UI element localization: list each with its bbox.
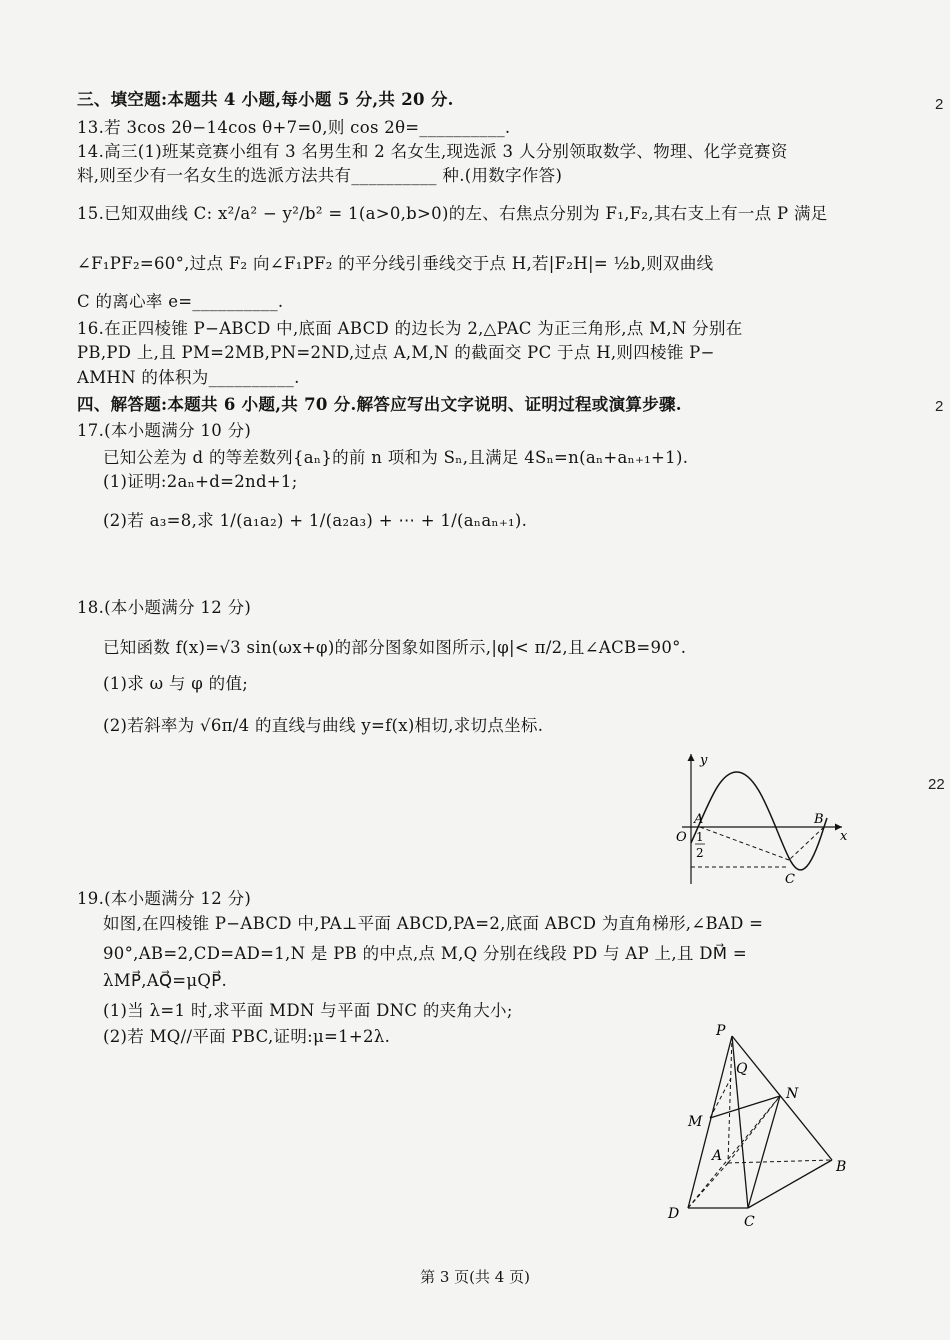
section4-heading: 四、解答题:本题共 6 小题,共 70 分.解答应写出文字说明、证明过程或演算步骤. [77, 395, 682, 414]
sine-curve [691, 772, 827, 870]
margin-mark-1: 2 [935, 96, 944, 113]
question-17-part1: (1)证明:2aₙ+d=2nd+1; [103, 472, 298, 491]
question-15-line1: 15.已知双曲线 C: x²/a² − y²/b² = 1(a>0,b>0)的左、右焦点分别为 F₁,F₂,其右支上有一点 P 满足 [77, 204, 828, 223]
label-b: B [836, 1159, 847, 1175]
margin-mark-3: 22 [928, 776, 945, 793]
segment-mn [710, 1096, 780, 1118]
section3-heading: 三、填空题:本题共 4 小题,每小题 5 分,共 20 分. [77, 90, 454, 109]
segment-an [728, 1096, 780, 1163]
label-o: O [676, 830, 687, 845]
question-19-line3: λMP⃗,AQ⃗=μQP⃗. [103, 971, 228, 990]
label-b: B [814, 812, 824, 827]
label-c: C [744, 1214, 755, 1228]
pyramid-figure [660, 1018, 860, 1228]
label-d: D [668, 1206, 680, 1222]
label-c: C [785, 872, 795, 887]
question-15-line3: C 的离心率 e=__________. [77, 292, 284, 311]
edge-cb [748, 1160, 832, 1208]
label-m: M [688, 1114, 703, 1130]
question-16-line1: 16.在正四棱锥 P−ABCD 中,底面 ABCD 的边长为 2,△PAC 为正三角形,点 M,N 分别在 [77, 319, 743, 338]
label-a: A [712, 1148, 723, 1164]
question-19-line2: 90°,AB=2,CD=AD=1,N 是 PB 的中点,点 M,Q 分别在线段 PD 与 AP 上,且 DM⃗ = [103, 944, 747, 963]
label-q: Q [736, 1061, 748, 1077]
question-15-line2: ∠F₁PF₂=60°,过点 F₂ 向∠F₁PF₂ 的平分线引垂线交于点 H,若|F₂H|= ½b,则双曲线 [77, 254, 714, 273]
question-17-title: 17.(本小题满分 10 分) [77, 421, 252, 440]
question-18-part1: (1)求 ω 与 φ 的值; [103, 674, 249, 693]
question-18-line1: 已知函数 f(x)=√3 sin(ωx+φ)的部分图象如图所示,|φ|< π/2,且∠ACB=90°. [103, 638, 687, 657]
edge-pa [728, 1036, 732, 1163]
question-19-line1: 如图,在四棱锥 P−ABCD 中,PA⊥平面 ABCD,PA=2,底面 ABCD 为直角梯形,∠BAD = [103, 914, 764, 933]
question-18-title: 18.(本小题满分 12 分) [77, 598, 252, 617]
label-half-denominator: 2 [696, 846, 704, 860]
label-y: y [700, 753, 708, 768]
label-p: P [716, 1023, 726, 1039]
question-17-part2: (2)若 a₃=8,求 1/(a₁a₂) + 1/(a₂a₃) + ⋯ + 1/(aₙaₙ₊₁). [103, 511, 528, 530]
question-19-part1: (1)当 λ=1 时,求平面 MDN 与平面 DNC 的夹角大小; [103, 1001, 513, 1020]
question-13: 13.若 3cos 2θ−14cos θ+7=0,则 cos 2θ=__________. [77, 118, 511, 137]
question-16-line3: AMHN 的体积为__________. [77, 368, 300, 387]
question-19-part2: (2)若 MQ//平面 PBC,证明:μ=1+2λ. [103, 1027, 391, 1046]
question-16-line2: PB,PD 上,且 PM=2MB,PN=2ND,过点 A,M,N 的截面交 PC 于点 H,则四棱锥 P− [77, 343, 715, 362]
question-19-title: 19.(本小题满分 12 分) [77, 889, 252, 908]
question-17-line1: 已知公差为 d 的等差数列{aₙ}的前 n 项和为 Sₙ,且满足 4Sₙ=n(aₙ+aₙ₊₁+1). [103, 448, 689, 467]
label-x: x [840, 829, 848, 844]
edge-pb [732, 1036, 832, 1160]
page-footer: 第 3 页(共 4 页) [420, 1268, 530, 1286]
label-half-numerator: 1 [696, 830, 704, 844]
label-a: A [694, 812, 704, 827]
segment-nc [748, 1096, 780, 1208]
question-14-line1: 14.高三(1)班某竞赛小组有 3 名男生和 2 名女生,现选派 3 人分别领取数学、物理、化学竞赛资 [77, 142, 788, 161]
label-n: N [786, 1086, 799, 1102]
question-14-line2: 料,则至少有一名女生的选派方法共有__________ 种.(用数字作答) [77, 166, 563, 185]
margin-mark-2: 2 [935, 398, 944, 415]
segment-ac [700, 827, 789, 860]
sine-graph-figure [664, 748, 864, 888]
question-18-part2: (2)若斜率为 √6π/4 的直线与曲线 y=f(x)相切,求切点坐标. [103, 716, 544, 735]
